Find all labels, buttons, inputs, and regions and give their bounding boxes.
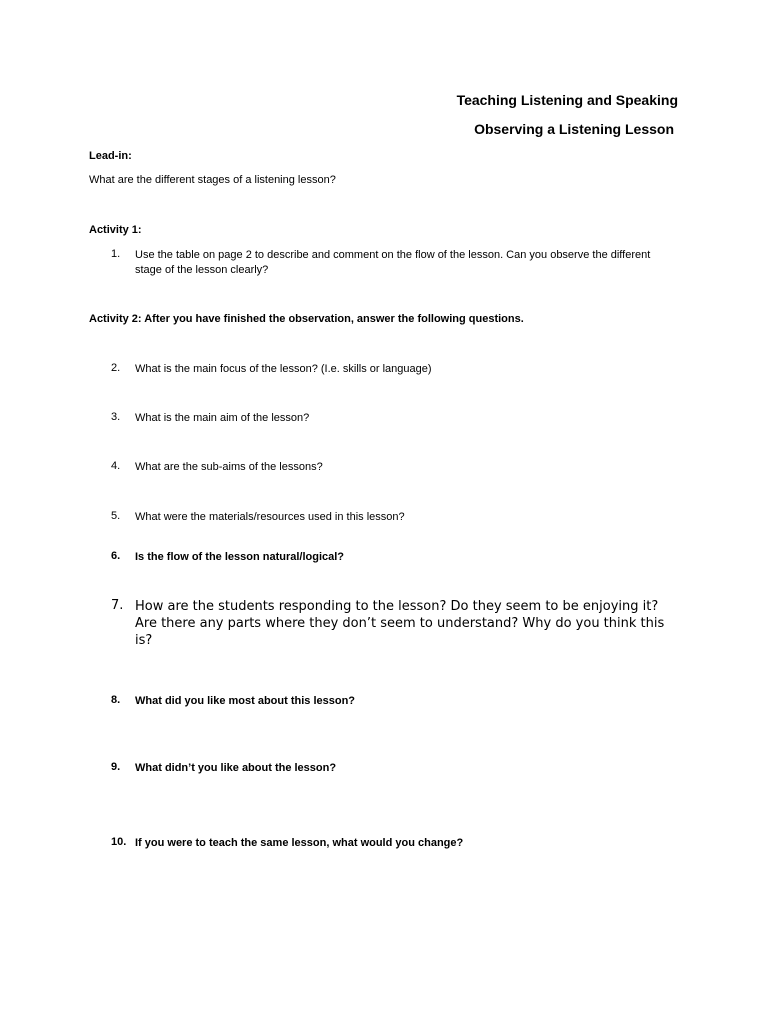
question-text: What were the materials/resources used in this lesson? xyxy=(135,511,405,523)
question-number: 4. xyxy=(111,460,121,472)
question-text: Use the table on page 2 to describe and comment on the flow of the lesson. Can you observe the different stage of the lesson clearly? xyxy=(135,249,651,276)
activity-1-label: Activity 1: xyxy=(89,224,142,236)
question-text: What is the main aim of the lesson? xyxy=(135,412,310,424)
question-number: 9. xyxy=(111,761,121,773)
question-number: 7. xyxy=(111,598,124,613)
question-number: 2. xyxy=(111,362,121,374)
question-text: What didn’t you like about the lesson? xyxy=(135,762,337,774)
question-text: What are the sub-aims of the lessons? xyxy=(135,461,323,473)
question-number: 3. xyxy=(111,411,121,423)
question-text: Is the flow of the lesson natural/logical? xyxy=(135,551,345,563)
question-number: 1. xyxy=(111,248,121,260)
question-number: 6. xyxy=(111,550,121,562)
document-subtitle: Observing a Listening Lesson xyxy=(474,121,674,137)
question-text: What is the main focus of the lesson? (I.e. skills or language) xyxy=(135,363,432,375)
question-text: If you were to teach the same lesson, what would you change? xyxy=(135,837,464,849)
question-number: 8. xyxy=(111,694,121,706)
lead-in-question: What are the different stages of a listening lesson? xyxy=(89,174,336,186)
activity-2-label: Activity 2: After you have finished the observation, answer the following questions. xyxy=(89,313,524,325)
question-text: How are the students responding to the lesson? Do they seem to be enjoying it? Are there any parts where they don’t seem to understand? Why do you think this is? xyxy=(135,599,665,648)
lead-in-label: Lead-in: xyxy=(89,150,132,162)
document-title: Teaching Listening and Speaking xyxy=(456,92,678,108)
question-text: What did you like most about this lesson? xyxy=(135,695,356,707)
question-number: 10. xyxy=(111,836,127,848)
question-number: 5. xyxy=(111,510,121,522)
